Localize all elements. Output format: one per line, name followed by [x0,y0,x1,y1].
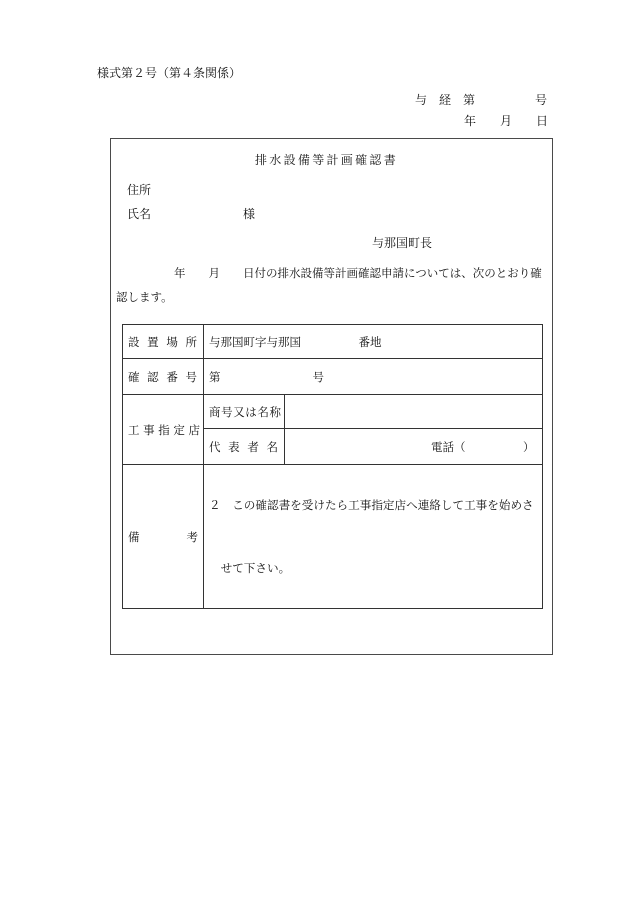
honorific: 様 [243,207,256,221]
note-2-line-1 [209,495,534,516]
location-label: 設 置 場 所 [128,334,197,349]
business-name-value-cell [285,395,543,429]
representative-label-cell [204,429,285,465]
name-label: 氏名 [127,207,152,221]
form-label: 様式第２号（第４条関係） [97,66,242,80]
confirm-number-label: 確 認 番 号 [128,369,197,384]
confirm-number-value-cell [204,359,543,395]
remarks-label: 備 考 [128,529,198,544]
representative-label: 代 表 者 名 [209,439,278,454]
confirm-number-label-cell [123,359,204,395]
location-value: 与那国町字与那国 番地 [209,334,382,349]
location-value-cell [204,325,543,359]
body-line-2: 認します。 [116,290,173,304]
contractor-label-cell [123,395,204,465]
certificate-frame [110,138,553,655]
contractor-label: 工事指定店 [128,422,200,437]
document-title: 排水設備等計画確認書 [255,153,399,167]
business-name-label: 商号又は名称 [209,404,281,419]
business-name-label-cell [204,395,285,429]
phone-field: 電話（ ） [431,439,535,454]
details-table [122,324,543,609]
date-line: 年 月 日 [464,114,549,128]
issuer: 与那国町長 [372,236,433,250]
remarks-notes [209,465,534,609]
remarks-label-cell [123,465,204,609]
remarks-notes-cell [204,465,543,609]
note-2-text: この確認書を受けたら工事指定店へ連絡して工事を始めさ [232,497,534,512]
representative-value-cell [285,429,543,465]
location-label-cell [123,325,204,359]
address-label: 住所 [127,183,152,197]
confirm-number-value: 第 号 [209,369,324,384]
note-2-number: ２ [209,497,221,512]
document-number: 与 経 第 号 [415,93,548,107]
note-2-line-2: せて下さい。 [220,560,291,575]
body-line-1: 年 月 日付の排水設備等計画確認申請については、次のとおり確 [174,266,542,280]
